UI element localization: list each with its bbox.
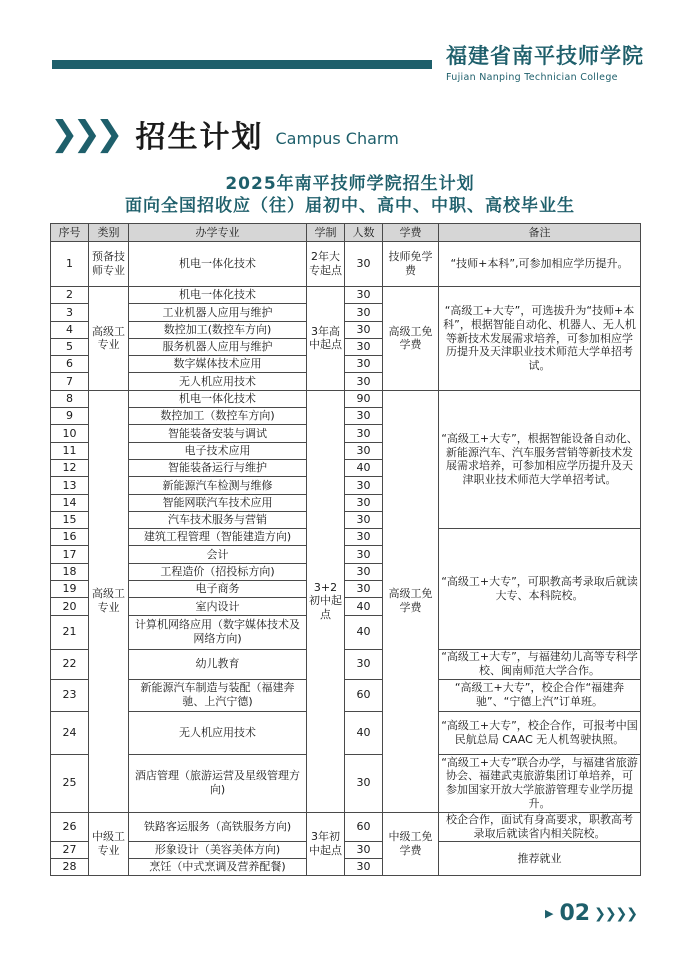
count-cell: 40 <box>345 598 383 615</box>
note-cell: “高级工+大专”联合办学，与福建省旅游协会、福建武夷旅游集团订单培养，可参加国家开放大学旅游管理专业学历提升。 <box>439 754 641 812</box>
row-number: 22 <box>51 649 89 679</box>
row-number: 11 <box>51 442 89 459</box>
table-row <box>51 754 641 812</box>
note-cell: “高级工+大专”，可选拔升为“技师+本科”，根据智能自动化、机器人、无人机等新技术发展需求培养，可参加相应学历提升及天津职业技术师范大学单招考试。 <box>439 287 641 391</box>
major-cell: 新能源汽车检测与维修 <box>129 477 307 494</box>
count-cell: 30 <box>345 649 383 679</box>
major-cell: 形象设计（美容美体方向) <box>129 841 307 858</box>
major-cell: 服务机器人应用与维护 <box>129 338 307 355</box>
category-cell: 高级工专业 <box>89 287 129 391</box>
count-cell: 90 <box>345 390 383 407</box>
major-cell: 机电一体化技术 <box>129 242 307 287</box>
count-cell: 30 <box>345 304 383 321</box>
major-cell: 室内设计 <box>129 598 307 615</box>
column-header: 序号 <box>51 224 89 242</box>
college-name-cn: 福建省南平技师学院 <box>446 43 644 68</box>
count-cell: 30 <box>345 858 383 875</box>
table-row <box>51 529 641 546</box>
enrollment-table <box>50 223 641 876</box>
table-row <box>51 812 641 841</box>
row-number: 15 <box>51 511 89 528</box>
table-row <box>51 287 641 304</box>
count-cell: 30 <box>345 477 383 494</box>
row-number: 8 <box>51 390 89 407</box>
row-number: 26 <box>51 812 89 841</box>
duration-cell: 3+2初中起点 <box>307 390 345 812</box>
row-number: 10 <box>51 425 89 442</box>
note-cell: 校企合作，面试有身高要求，职教高考录取后就读省内相关院校。 <box>439 812 641 841</box>
fee-cell: 高级工免学费 <box>383 390 439 812</box>
count-cell: 40 <box>345 615 383 649</box>
major-cell: 计算机网络应用（数字媒体技术及网络方向) <box>129 615 307 649</box>
fee-cell: 中级工免学费 <box>383 812 439 876</box>
major-cell: 电子技术应用 <box>129 442 307 459</box>
row-number: 5 <box>51 338 89 355</box>
major-cell: 工业机器人应用与维护 <box>129 304 307 321</box>
chevron-right-icon: ❯ <box>50 114 79 154</box>
count-cell: 30 <box>345 511 383 528</box>
major-cell: 烹饪（中式烹调及营养配餐) <box>129 858 307 875</box>
row-number: 25 <box>51 754 89 812</box>
major-cell: 机电一体化技术 <box>129 287 307 304</box>
row-number: 28 <box>51 858 89 875</box>
plan-subtitle: 面向全国招收应（往）届初中、高中、中职、高校毕业生 <box>125 196 575 216</box>
page-number-value: 02 <box>559 901 591 926</box>
major-cell: 工程造价（招投标方向) <box>129 563 307 580</box>
major-cell: 铁路客运服务（高铁服务方向) <box>129 812 307 841</box>
column-header: 学制 <box>307 224 345 242</box>
major-cell: 会计 <box>129 546 307 563</box>
section-title-en: Campus Charm <box>275 128 399 148</box>
table-row <box>51 841 641 858</box>
chevron-right-icon: ❯ <box>95 114 124 154</box>
count-cell: 40 <box>345 711 383 754</box>
count-cell: 40 <box>345 459 383 476</box>
major-cell: 电子商务 <box>129 581 307 598</box>
row-number: 24 <box>51 711 89 754</box>
count-cell: 30 <box>345 841 383 858</box>
major-cell: 机电一体化技术 <box>129 390 307 407</box>
note-cell: “高级工+大专”，根据智能设备自动化、新能源汽车、汽车服务营销等新技术发展需求培养，可参加相应学历提升及天津职业技术师范大学单招考试。 <box>439 390 641 528</box>
major-cell: 智能网联汽车技术应用 <box>129 494 307 511</box>
column-header: 备注 <box>439 224 641 242</box>
count-cell: 30 <box>345 425 383 442</box>
major-cell: 汽车技术服务与营销 <box>129 511 307 528</box>
row-number: 18 <box>51 563 89 580</box>
column-header: 人数 <box>345 224 383 242</box>
fee-cell: 高级工免学费 <box>383 287 439 391</box>
fee-cell: 技师免学费 <box>383 242 439 287</box>
major-cell: 数控加工(数控车方向) <box>129 321 307 338</box>
count-cell: 30 <box>345 442 383 459</box>
note-cell: “高级工+大专”，可职教高考录取后就读大专、本科院校。 <box>439 529 641 649</box>
college-name-en: Fujian Nanping Technician College <box>446 72 618 83</box>
major-cell: 无人机应用技术 <box>129 373 307 390</box>
count-cell: 30 <box>345 581 383 598</box>
major-cell: 幼儿教育 <box>129 649 307 679</box>
count-cell: 30 <box>345 546 383 563</box>
major-cell: 建筑工程管理（智能建造方向) <box>129 529 307 546</box>
count-cell: 30 <box>345 338 383 355</box>
row-number: 6 <box>51 356 89 373</box>
section-title <box>50 114 399 154</box>
note-cell: “高级工+大专”，与福建幼儿高等专科学校、闽南师范大学合作。 <box>439 649 641 679</box>
count-cell: 30 <box>345 408 383 425</box>
major-cell: 智能装备运行与维护 <box>129 459 307 476</box>
major-cell: 数字媒体技术应用 <box>129 356 307 373</box>
row-number: 17 <box>51 546 89 563</box>
table-row <box>51 242 641 287</box>
triangle-right-icon: ▶ <box>545 907 554 920</box>
table-row <box>51 390 641 407</box>
row-number: 16 <box>51 529 89 546</box>
row-number: 23 <box>51 679 89 711</box>
row-number: 19 <box>51 581 89 598</box>
chevrons-right-icon: ❯❯❯❯ <box>594 905 638 922</box>
count-cell: 30 <box>345 287 383 304</box>
count-cell: 60 <box>345 679 383 711</box>
table-row <box>51 649 641 679</box>
row-number: 9 <box>51 408 89 425</box>
table-header-row <box>51 224 641 242</box>
row-number: 20 <box>51 598 89 615</box>
row-number: 12 <box>51 459 89 476</box>
row-number: 4 <box>51 321 89 338</box>
plan-title: 2025年南平技师学院招生计划 <box>225 174 475 194</box>
note-cell: “技师+本科”,可参加相应学历提升。 <box>439 242 641 287</box>
major-cell: 无人机应用技术 <box>129 711 307 754</box>
row-number: 3 <box>51 304 89 321</box>
row-number: 13 <box>51 477 89 494</box>
section-title-cn: 招生计划 <box>135 120 264 155</box>
category-cell: 预备技师专业 <box>89 242 129 287</box>
count-cell: 30 <box>345 494 383 511</box>
row-number: 27 <box>51 841 89 858</box>
duration-cell: 2年大专起点 <box>307 242 345 287</box>
major-cell: 酒店管理（旅游运营及星级管理方向) <box>129 754 307 812</box>
row-number: 14 <box>51 494 89 511</box>
note-cell: “高级工+大专”，校企合作“福建奔驰”、“宁德上汽”订单班。 <box>439 679 641 711</box>
count-cell: 60 <box>345 812 383 841</box>
table-row <box>51 679 641 711</box>
note-cell: 推荐就业 <box>439 841 641 876</box>
chevron-right-icon: ❯ <box>72 114 101 154</box>
count-cell: 30 <box>345 529 383 546</box>
category-cell: 中级工专业 <box>89 812 129 876</box>
page-number <box>545 901 637 926</box>
count-cell: 30 <box>345 242 383 287</box>
duration-cell: 3年初中起点 <box>307 812 345 876</box>
column-header: 学费 <box>383 224 439 242</box>
count-cell: 30 <box>345 356 383 373</box>
column-header: 办学专业 <box>129 224 307 242</box>
row-number: 7 <box>51 373 89 390</box>
note-cell: “高级工+大专”，校企合作，可报考中国民航总局 CAAC 无人机驾驶执照。 <box>439 711 641 754</box>
header-bar <box>52 60 432 69</box>
major-cell: 智能装备安装与调试 <box>129 425 307 442</box>
count-cell: 30 <box>345 754 383 812</box>
major-cell: 数控加工（数控车方向) <box>129 408 307 425</box>
duration-cell: 3年高中起点 <box>307 287 345 391</box>
row-number: 1 <box>51 242 89 287</box>
count-cell: 30 <box>345 373 383 390</box>
column-header: 类别 <box>89 224 129 242</box>
count-cell: 30 <box>345 321 383 338</box>
row-number: 21 <box>51 615 89 649</box>
table-row <box>51 711 641 754</box>
count-cell: 30 <box>345 563 383 580</box>
row-number: 2 <box>51 287 89 304</box>
category-cell: 高级工专业 <box>89 390 129 812</box>
major-cell: 新能源汽车制造与装配（福建奔驰、上汽宁德) <box>129 679 307 711</box>
